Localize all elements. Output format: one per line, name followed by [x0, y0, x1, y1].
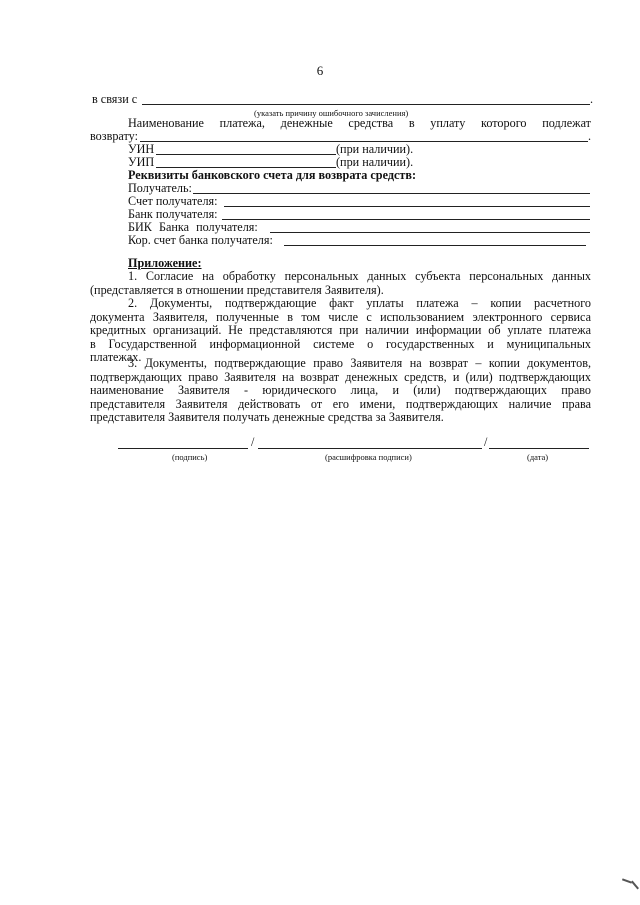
decode-hint: (расшифровка подписи)	[325, 452, 412, 462]
signature-separator-2: /	[484, 435, 488, 449]
corr-label: Кор. счет банка получателя:	[128, 233, 273, 247]
recipient-label: Получатель:	[128, 181, 192, 195]
appendix-item-1: 1. Согласие на обработку персональных данных субъекта персональных данных (представляется в отношении представителя Заявителя).	[90, 269, 591, 297]
reason-end: .	[590, 92, 594, 106]
appendix-title: Приложение:	[128, 256, 202, 270]
uip-label: УИП	[128, 155, 155, 169]
reason-prefix: в связи с	[92, 92, 138, 106]
reason-hint: (указать причину ошибочного зачисления)	[254, 108, 409, 118]
page-number: 6	[316, 63, 324, 78]
uin-suffix: (при наличии).	[336, 142, 414, 156]
signature-hint: (подпись)	[172, 452, 208, 462]
payment-label-line1: Наименование платежа, денежные средства в уплату которого подлежат	[128, 116, 591, 130]
payment-end: .	[588, 129, 592, 143]
bank-label: Банк получателя:	[128, 207, 218, 221]
date-hint: (дата)	[527, 452, 549, 462]
signature-separator-1: /	[251, 435, 255, 449]
uin-field[interactable]	[156, 154, 336, 155]
bank-section-title: Реквизиты банковского счета для возврата средств:	[128, 168, 417, 182]
date-field[interactable]	[489, 448, 589, 449]
corr-field[interactable]	[284, 245, 586, 246]
bank-field[interactable]	[222, 219, 590, 220]
bik-field[interactable]	[270, 232, 590, 233]
account-label: Счет получателя:	[128, 194, 218, 208]
uip-suffix: (при наличии).	[336, 155, 414, 169]
appendix-item-2: 2. Документы, подтверждающие факт уплаты платежа – копии расчетного документа Заявителя, полученные в том числе с использованием электронного сервиса кредитных организаций. Не представляются при наличии информации об уплате платежа в Государственной информационной системе о государственных и муниципальных платежах.	[90, 296, 591, 365]
bik-label: БИК Банка получателя:	[128, 220, 258, 234]
signature-field[interactable]	[118, 448, 248, 449]
payment-label-line2: возврату:	[90, 129, 139, 143]
signature-decode-field[interactable]	[258, 448, 482, 449]
recipient-field[interactable]	[193, 193, 590, 194]
appendix-item-3: 3. Документы, подтверждающие право Заявителя на возврат – копии документов, подтверждающих право Заявителя на возврат денежных средств, и (или) подтверждающих наименование Заявителя - юридического лица, и (или) подтверждающих право представителя Заявителя действовать от его имени, подтверждающих наличие права представителя Заявителя получать денежные средства за Заявителя.	[90, 356, 591, 425]
uin-label: УИН	[128, 142, 155, 156]
scan-mark	[631, 881, 639, 890]
reason-field[interactable]	[142, 104, 590, 105]
account-field[interactable]	[224, 206, 590, 207]
